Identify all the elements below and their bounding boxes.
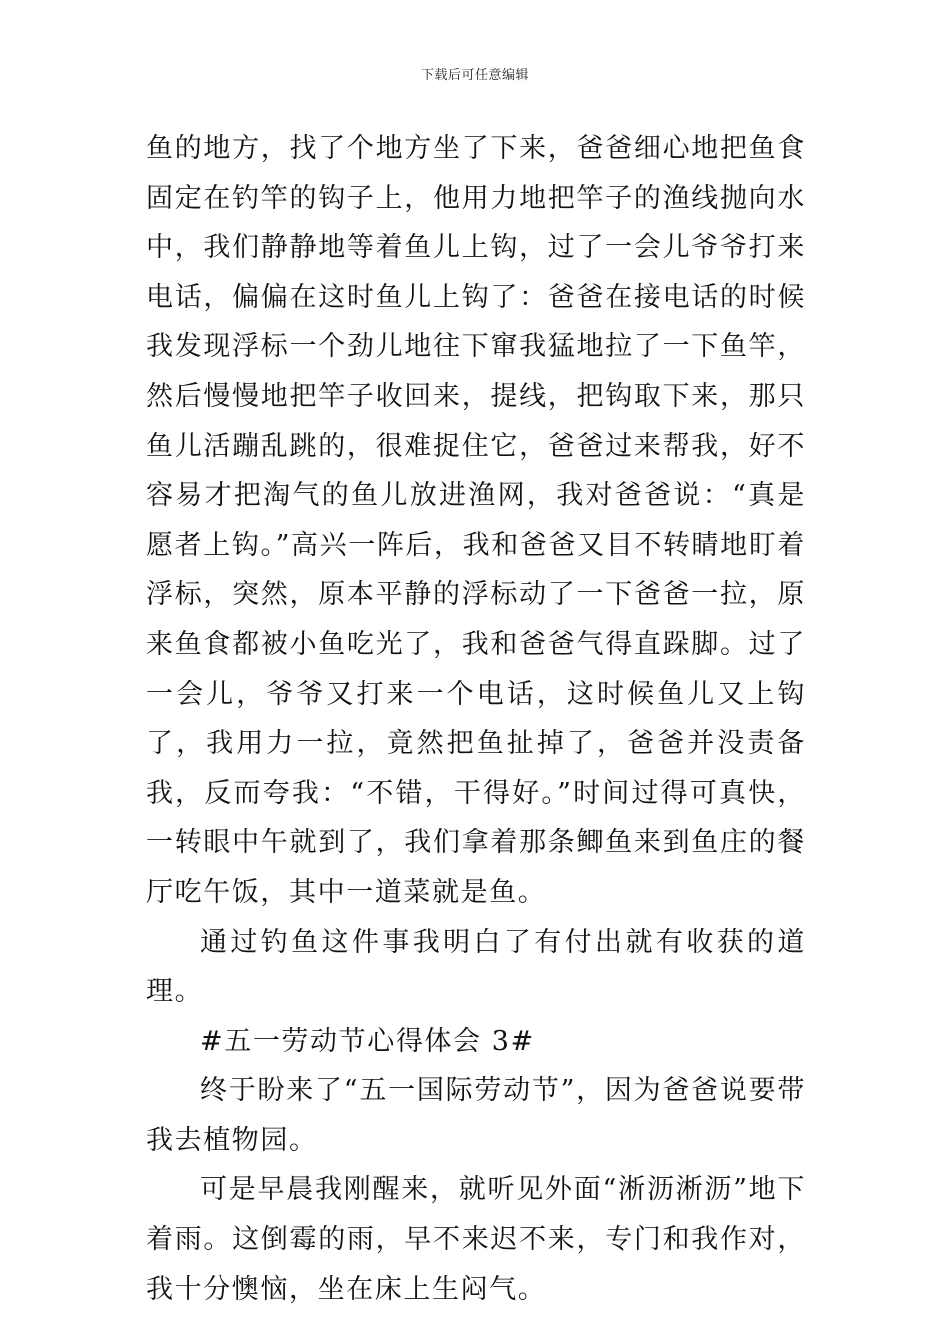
paragraph-botanical-garden: 终于盼来了“五一国际劳动节”，因为爸爸说要带我去植物园。: [146, 1075, 806, 1156]
paragraph-rain: 可是早晨我刚醒来，就听见外面“淅沥淅沥”地下着雨。这倒霉的雨，早不来迟不来，专门和我作对，我十分懊恼，坐在床上生闷气。: [146, 1174, 806, 1305]
page-header: 下载后可任意编辑: [420, 68, 529, 83]
paragraph-fishing-story: 鱼的地方，找了个地方坐了下来，爸爸细心地把鱼食固定在钓竿的钩子上，他用力地把竿子的渔线抛向水中，我们静静地等着鱼儿上钩，过了一会儿爷爷打来电话，偏偏在这时鱼儿上钩了：爸爸在接电话的时候我发现浮标一个劲儿地往下窜我猛地拉了一下鱼竿，然后慢慢地把竿子收回来，提线，把钩取下来，那只鱼儿活蹦乱跳的，很难捉住它，爸爸过来帮我，好不容易才把淘气的鱼儿放进渔网，我对爸爸说：“真是愿者上钩。”高兴一阵后，我和爸爸又目不转睛地盯着浮标，突然，原本平静的浮标动了一下爸爸一拉，原来鱼食都被小鱼吃光了，我和爸爸气得直跺脚。过了一会儿，爷爷又打来一个电话，这时候鱼儿又上钩了，我用力一拉，竟然把鱼扯掉了，爸爸并没责备我，反而夸我：“不错，干得好。”时间过得可真快，一转眼中午就到了，我们拿着那条鲫鱼来到鱼庄的餐厅吃午饭，其中一道菜就是鱼。: [146, 133, 806, 908]
document-body: [146, 124, 806, 1314]
section-heading: #五一劳动节心得体会 3#: [200, 1025, 535, 1057]
paragraph-lesson: 通过钓鱼这件事我明白了有付出就有收获的道理。: [146, 926, 806, 1008]
